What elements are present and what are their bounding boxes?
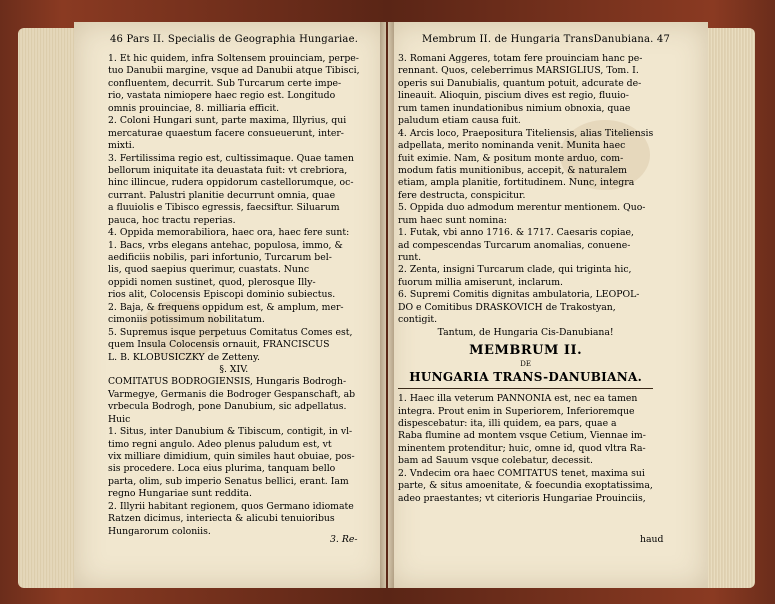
text-line: currant. Palustri planitie decurrunt omnia, quae [108,189,336,201]
text-line: integra. Prout enim in Superiorem, Inferioremque [398,405,635,417]
text-line: hinc illincue, rudera oppidorum castellorumque, oc- [108,177,354,189]
text-line: pauca, hoc tractu reperias. [108,214,236,226]
text-line: timo regni angulo. Adeo plenus paludum est, vt [108,438,332,450]
right-page-edges [705,28,755,588]
section-number: §. XIV. [219,363,249,375]
text-line: 5. Oppida duo admodum merentur mentionem. Quo- [398,202,646,214]
text-line: omnis prouinciae, 8. milliaria efficit. [108,102,280,114]
text-line: 4. Oppida memorabiliora, haec ora, haec fere sunt: [108,227,350,239]
text-line: Ratzen dicimus, interiecta & alicubi tenuioribus [108,513,335,525]
closing-line: Tantum, de Hungaria Cis-Danubiana! [437,326,614,338]
text-line: bellorum iniquitate ita deuastata fuit: vt crebriora, [108,164,348,176]
text-line: lineauit. Alioquin, piscium dives est regio, fluuio- [398,90,629,102]
text-line: rum tamen inundationibus nimium obnoxia, quae [398,102,631,114]
text-line: oppidi nomen sustinet, quod, plerosque Illy- [108,276,316,288]
section-de: DE [520,360,531,369]
text-line: 2. Illyrii habitant regionem, quos Germano idiomate [108,500,354,512]
text-line: contigit. [398,314,438,326]
text-line: minentem protenditur; huic, omne id, quod vltra Ra- [398,442,646,454]
text-line: etiam, ampla planitie, fortitudinem. Nunc, integra [398,177,635,189]
text-line: L. B. KLOBUSICZKY de Zetteny. [108,351,260,363]
left-running-head: 46 Pars II. Specialis de Geographia Hungariae. [110,34,359,45]
text-line: Raba flumine ad montem vsque Cetium, Viennae im- [398,430,646,442]
text-line: 3. Fertilissima regio est, cultissimaque. Quae tamen [108,152,354,164]
text-line: bam ad Sauum vsque colebatur, decessit. [398,455,593,467]
text-line: rio, vastata nimiopere haec regio est. Longitudo [108,90,336,102]
text-line: fere destructa, conspicitur. [398,189,526,201]
text-line: a fluuiolis e Tibisco egressis, faecsiftur. Siluarum [108,202,340,214]
text-line: regno Hungariae sunt reddita. [108,488,252,500]
text-line: sis procedere. Loca eius plurima, tanquam bello [108,463,336,475]
text-line: aedificiis nobilis, pari infortunio, Turcarum bel- [108,252,332,263]
text-line: 1. Futak, vbi anno 1716. & 1717. Caesaris copiae, [398,227,635,239]
text-line: adpellata, merito nominanda venit. Munita haec [398,140,626,152]
section-subtitle: HUNGARIA TRANS-DANUBIANA. [409,370,643,385]
text-line: modum fatis munitionibus, accepit, & naturalem [398,164,627,176]
text-line: 1. Bacs, vrbs elegans antehac, populosa, immo, & [108,239,343,251]
text-line: confluentem, decurrit. Sub Turcarum certe impe- [108,77,342,89]
text-line: 6. Supremi Comitis dignitas ambulatoria, LEOPOL- [398,289,640,301]
text-line: vix milliare dimidium, quin similes haut obuiae, pos- [108,451,355,462]
text-line: fuit eximie. Nam, & positum monte arduo, com- [398,152,624,164]
section-title: MEMBRUM II. [469,343,583,359]
text-line: 4. Arcis loco, Praepositura Titeliensis, alias Titeliensis [398,127,654,139]
left-page-edges [18,28,80,588]
text-line: parta, olim, sub imperio Senatus bellici, erant. Iam [108,475,349,487]
text-line: adeo praestantes; vt citerioris Hungariae Prouinciis, [398,492,646,504]
text-line: 2. Baja, & frequens oppidum est, & amplum, mer- [108,301,344,313]
text-line: vrbecula Bodrogh, pone Danubium, sic adpellatus. [108,401,347,413]
text-line: dispescebatur: ita, illi quidem, ea pars, quae a [398,417,617,429]
text-line: quem Insula Colocensis ornauit, FRANCISCUS [108,339,330,351]
left-catchword: 3. Re- [330,534,358,545]
text-line: lis, quod saepius querimur, cuastats. Nunc [108,264,310,276]
text-line: 2. Coloni Hungari sunt, parte maxima, Illyrius, qui [108,115,347,127]
right-catchword: haud [640,534,664,545]
left-text-column [108,53,360,538]
text-line: DO e Comitibus DRASKOVICH de Trakostyan, [398,301,616,313]
text-line: 1. Haec illa veterum PANNONIA est, nec ea tamen [398,393,638,405]
text-line: runt. [398,252,422,263]
text-line: 1. Situs, inter Danubium & Tibiscum, contigit, in vl- [108,426,353,438]
text-line: 3. Romani Aggeres, totam fere prouinciam hanc pe- [398,53,643,64]
text-line: COMITATUS BODROGIENSIS, Hungaris Bodrogh- [108,376,347,388]
text-line: operis sui Danubialis, quantum potuit, adcurate de- [398,77,642,89]
right-text-column [398,53,653,505]
text-line: Varmegye, Germanis die Bodroger Gespanschaft, ab [108,388,356,400]
text-line: cimoniis potissimum nobilitatum. [108,314,265,326]
right-running-head: Membrum II. de Hungaria TransDanubiana. 47 [422,34,671,45]
text-line: Hungarorum coloniis. [108,525,211,537]
text-line: 5. Supremus isque perpetuus Comitatus Comes est, [108,326,353,338]
text-line: ad compescendas Turcarum anomalias, conuene- [398,239,631,251]
text-line: rios alit, Colocensis Episcopi dominio subiectus. [108,289,336,301]
text-line: mixti. [108,140,135,152]
text-line: mercaturae quaestum facere consueuerunt, inter- [108,127,344,139]
text-line: paludum etiam causa fuit. [398,115,521,127]
text-line: rum haec sunt nomina: [398,214,507,226]
text-line: Huic [108,413,131,425]
text-line: 2. Vndecim ora haec COMITATUS tenet, maxima sui [398,467,645,479]
text-line: 2. Zenta, insigni Turcarum clade, qui triginta hic, [398,264,632,276]
text-line: rennant. Quos, celeberrimus MARSIGLIUS, Tom. I. [398,65,639,77]
section-rule [398,388,653,389]
book-gutter [380,22,394,588]
text-line: fuorum millia amiserunt, inclarum. [398,276,563,288]
text-line: 1. Et hic quidem, infra Soltensem prouinciam, perpe- [108,53,359,64]
text-line: parte, & situs amoenitate, & foecundia exoptatissima, [398,480,653,492]
text-line: tuo Danubii margine, vsque ad Danubii atque Tibisci, [108,65,360,77]
